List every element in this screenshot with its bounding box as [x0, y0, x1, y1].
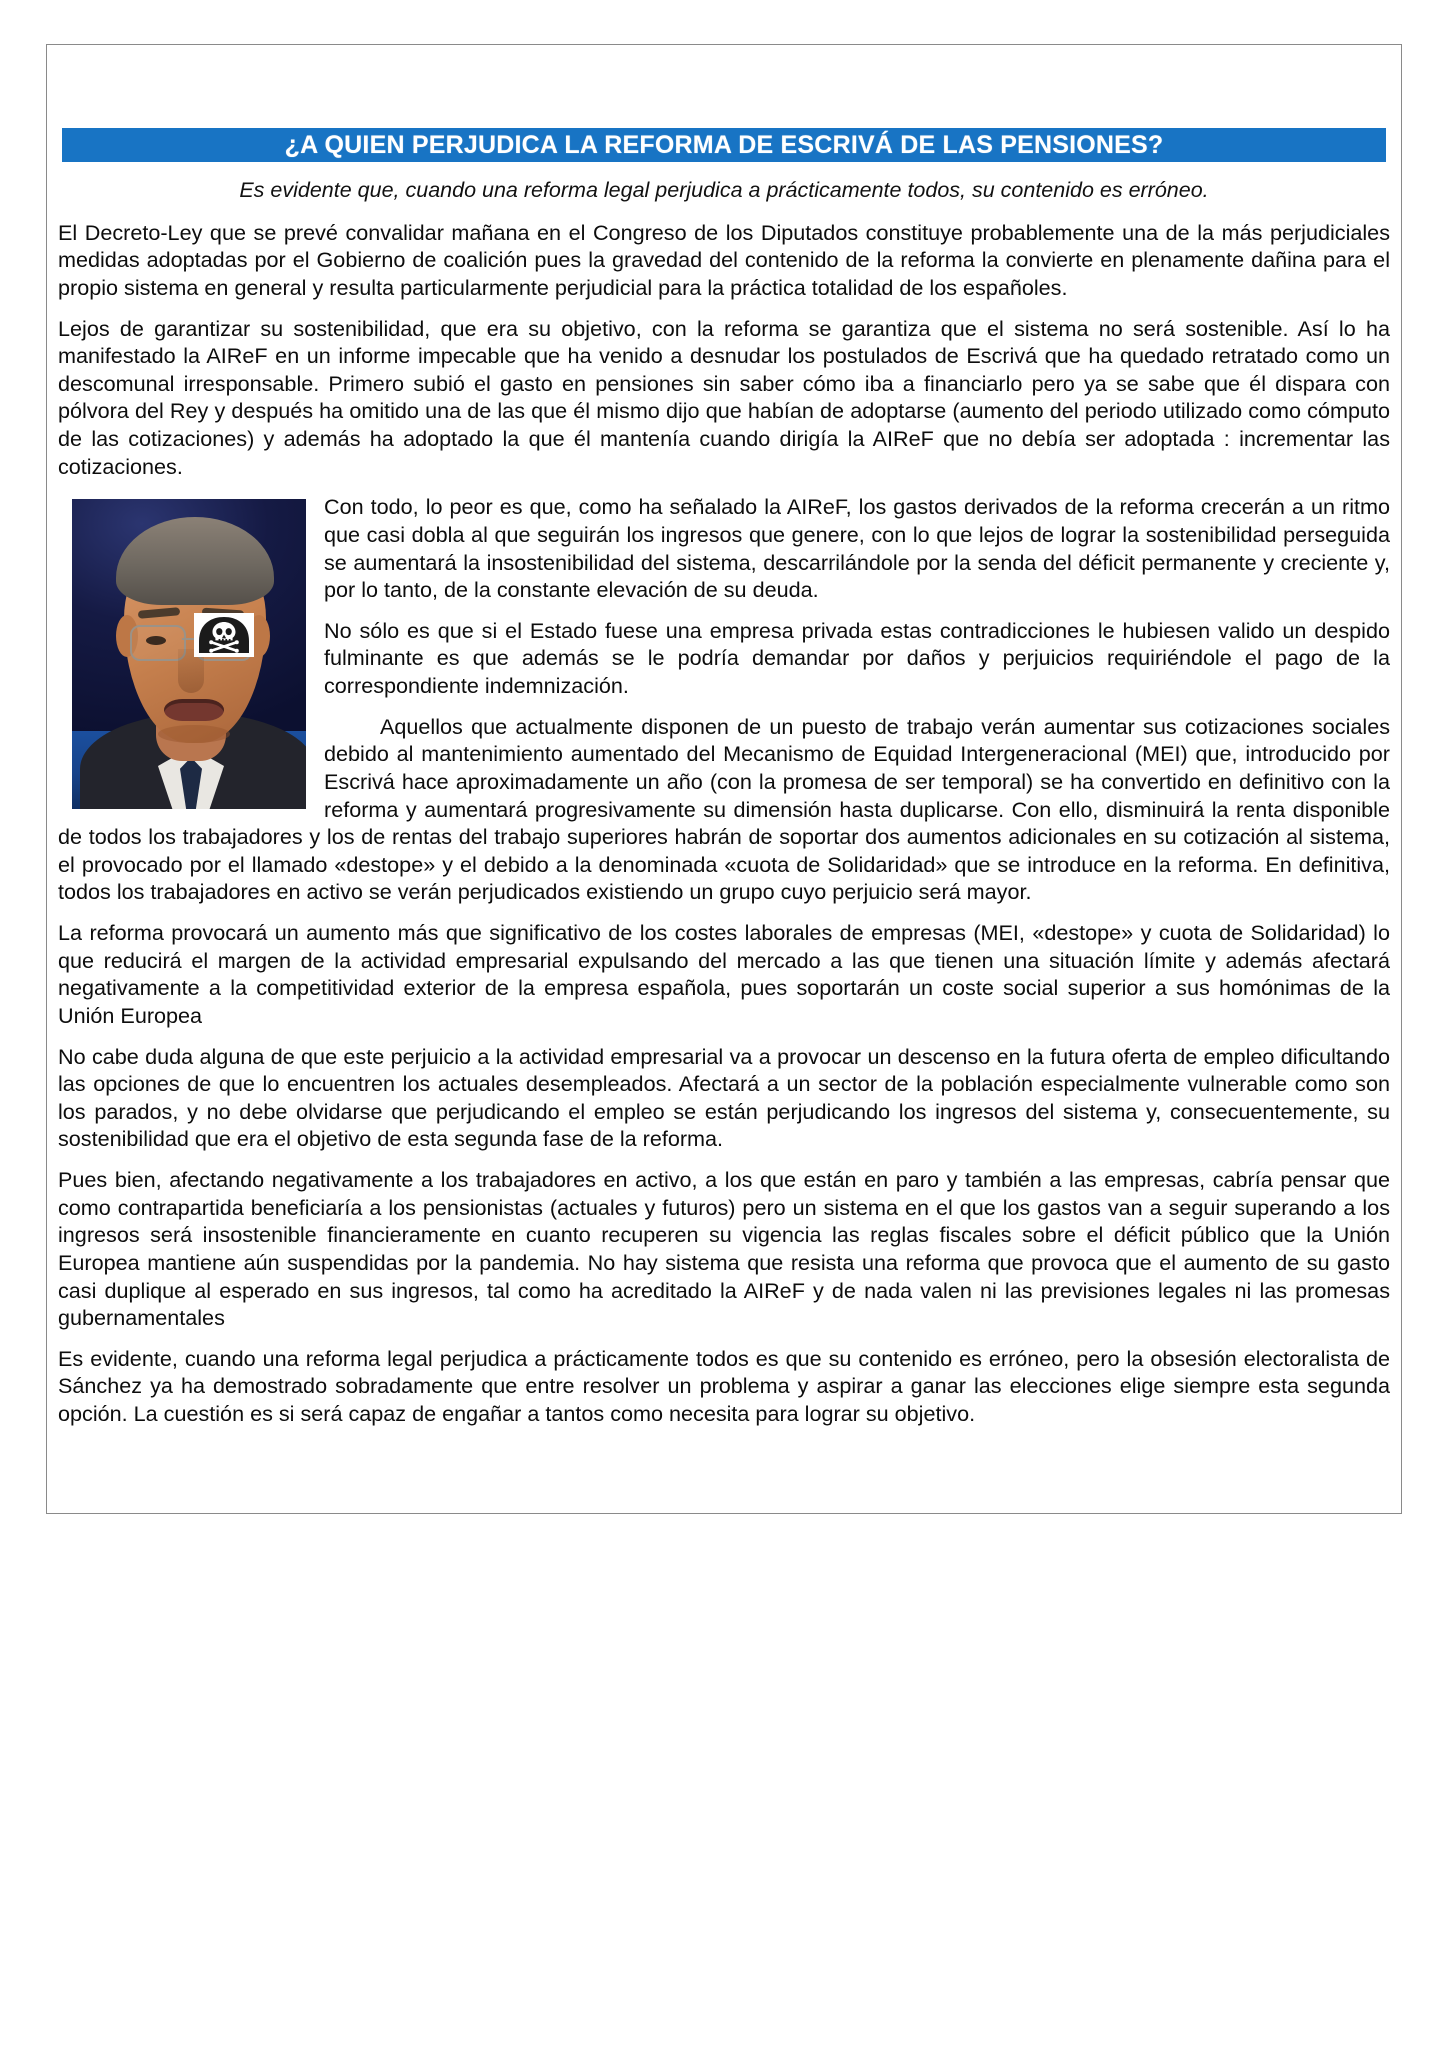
- paragraph-3: Con todo, lo peor es que, como ha señalado la AIReF, los gastos derivados de la reforma crecerán a un ritmo que casi dobla al que seguirán los ingresos que genere, con lo que lejos de lograr la sostenibilidad perseguida se aumentará la insostenibilidad del sistema, descarrilándole por la senda del déficit permanente y creciente y, por lo tanto, de la constante elevación de su deuda.: [324, 494, 1390, 603]
- document-content: [52, 50, 1396, 1428]
- lead-subtitle: Es evidente que, cuando una reforma legal perjudica a prácticamente todos, su contenido es erróneo.: [239, 178, 1209, 202]
- paragraph-8: Pues bien, afectando negativamente a los trabajadores en activo, a los que están en paro y también a las empresas, cabría pensar que como contrapartida beneficiaría a los pensionistas (actuales y futuros) pero un sistema en el que los gastos van a seguir superando a los ingresos será insostenible financieramente en cuanto recuperen su vigencia las reglas fiscales sobre el déficit público que la Unión Europea mantiene aún suspendidas por la pandemia. No hay sistema que resista una reforma que provoca que el aumento de su gasto casi duplique al esperado en sus ingresos, tal como ha acreditado la AIReF y de nada valen ni las previsiones legales ni las promesas gubernamentales: [58, 1167, 1390, 1331]
- paragraph-7: No cabe duda alguna de que este perjuicio a la actividad empresarial va a provocar un descenso en la futura oferta de empleo dificultando las opciones de que lo encuentren los actuales desempleados. Afectará a un sector de la población especialmente vulnerable como son los parados, y no debe olvidarse que perjudicando el empleo se están perjudicando los ingresos del sistema y, consecuentemente, su sostenibilidad que era el objetivo de esta segunda fase de la reforma.: [58, 1043, 1390, 1152]
- portrait-photo: [72, 499, 306, 809]
- skull-and-crossbones-icon: [194, 613, 254, 657]
- paragraph-6: La reforma provocará un aumento más que significativo de los costes laborales de empresas (MEI, «destope» y cuota de Solidaridad) lo que reducirá el margen de la actividad empresarial expulsando del mercado a las que tienen una situación límite y además afectará negativamente a la competitividad exterior de la empresa española, pues soportarán un coste social superior a sus homónimas de la Unión Europea: [58, 920, 1390, 1028]
- paragraph-5: Aquellos que actualmente disponen de un puesto de trabajo verán aumentar sus cotizaciones sociales debido al mantenimiento aumentado del Mecanismo de Equidad Intergeneracional (MEI) que, introducido por Escrivá hace aproximadamente un año (con la promesa de ser temporal) se ha convertido en definitivo con la reforma y aumentará progresivamente su dimensión hasta duplicarse. Con ello, disminuirá la renta disponible de todos los trabajadores y los de rentas del trabajo superiores habrán de soportar dos aumentos adicionales en su cotización al sistema, el provocado por el llamado «destope» y el debido a la denominada «cuota de Solidaridad» que se introduce en la reforma. En definitiva, todos los trabajadores en activo se verán perjudicados existiendo un grupo cuyo perjuicio será mayor.: [58, 713, 1390, 905]
- page-title: ¿A QUIEN PERJUDICA LA REFORMA DE ESCRIVÁ DE LAS PENSIONES?: [284, 130, 1164, 159]
- article-body: [58, 219, 1390, 1428]
- paragraph-1: El Decreto-Ley que se prevé convalidar mañana en el Congreso de los Diputados constituye probablemente una de la más perjudiciales medidas adoptadas por el Gobierno de coalición pues la gravedad del contenido de la reforma la convierte en plenamente dañina para el propio sistema en general y resulta particularmente perjudicial para la práctica totalidad de los españoles.: [58, 219, 1390, 300]
- photo-mouth: [164, 699, 224, 721]
- headline-banner: [62, 128, 1386, 162]
- paragraph-9: Es evidente, cuando una reforma legal perjudica a prácticamente todos es que su contenido es erróneo, pero la obsesión electoralista de Sánchez ya ha demostrado sobradamente que entre resolver un problema y aspirar a ganar las elecciones elige siempre esta segunda opción. La cuestión es si será capaz de engañar a tantos como necesita para lograr su objetivo.: [58, 1345, 1390, 1427]
- paragraph-4: No sólo es que si el Estado fuese una empresa privada estas contradicciones le hubiesen valido un despido fulminante es que además se le podría demandar por daños y perjuicios requiriéndole el pago de la correspondiente indemnización.: [324, 617, 1390, 699]
- paragraph-2: Lejos de garantizar su sostenibilidad, que era su objetivo, con la reforma se garantiza que el sistema no será sostenible. Así lo ha manifestado la AIReF en un informe impecable que ha venido a desnudar los postulados de Escrivá que ha quedado retratado como un descomunal irresponsable. Primero subió el gasto en pensiones sin saber cómo iba a financiarlo pero ya se sabe que él dispara con pólvora del Rey y después ha omitido una de las que él mismo dijo que habían de adoptarse (aumento del periodo utilizado como cómputo de las cotizaciones) y además ha adoptado la que él mantenía cuando dirigía la AIReF que no debía ser adoptada : incrementar las cotizaciones.: [58, 315, 1390, 479]
